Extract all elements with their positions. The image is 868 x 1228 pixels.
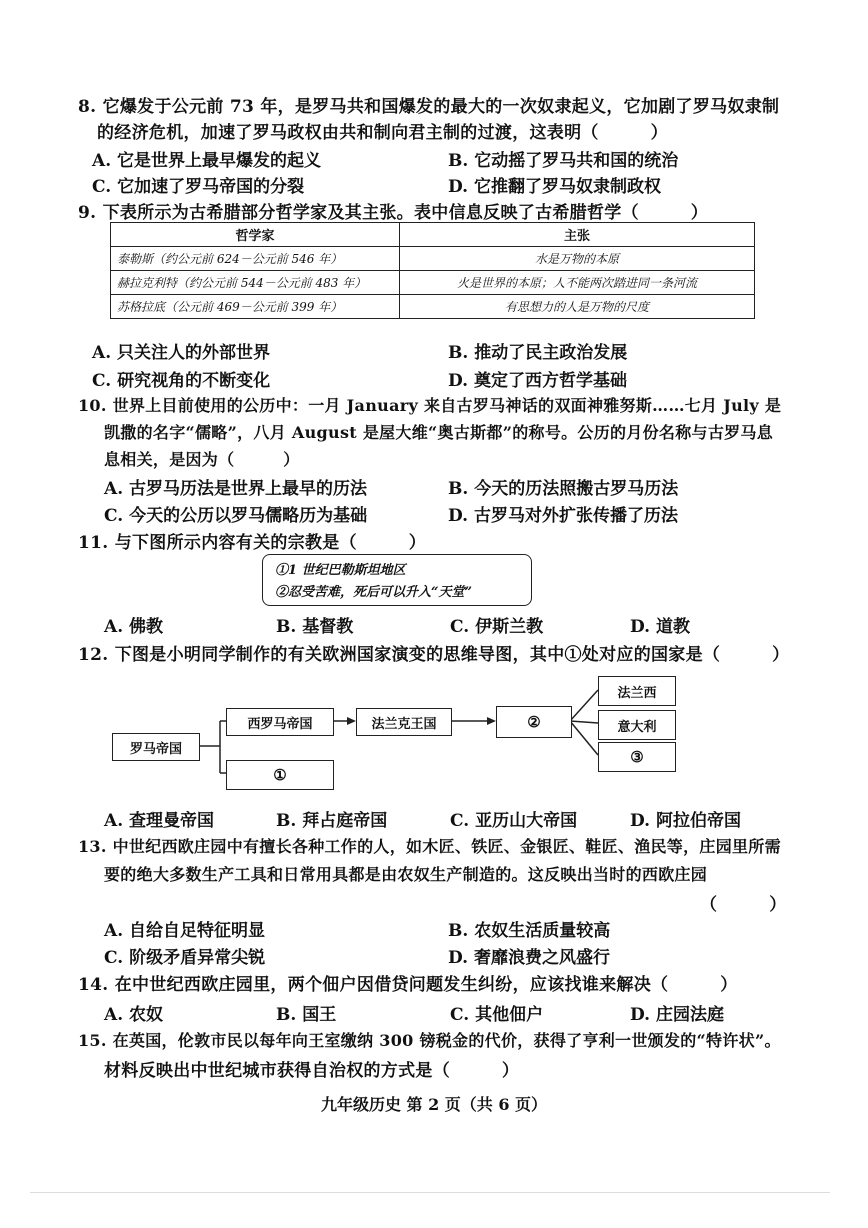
q9-stem: 9. 下表所示为古希腊部分哲学家及其主张。表中信息反映了古希腊哲学（ ） <box>78 203 709 223</box>
q11-option-c: C. 伊斯兰教 <box>450 617 544 637</box>
node-blank-2: ② <box>496 706 572 738</box>
q8-option-b: B. 它动摇了罗马共和国的统治 <box>448 151 679 171</box>
q8-option-d: D. 它推翻了罗马奴隶制政权 <box>448 177 661 197</box>
q11-stem: 11. 与下图所示内容有关的宗教是（ ） <box>78 533 427 553</box>
q13-option-b: B. 农奴生活质量较高 <box>448 921 611 941</box>
q12-option-c: C. 亚历山大帝国 <box>450 811 578 831</box>
table-cell: 泰勒斯（约公元前 624－公元前 546 年） <box>111 247 400 271</box>
q10-stem-line3: 息相关，是因为（ ） <box>104 450 300 469</box>
q9-option-a: A. 只关注人的外部世界 <box>92 343 271 363</box>
node-frankish-kingdom: 法兰克王国 <box>356 708 452 736</box>
table-cell: 苏格拉底（公元前 469－公元前 399 年） <box>111 295 400 319</box>
q11-option-d: D. 道教 <box>630 617 690 637</box>
node-roman-empire: 罗马帝国 <box>112 733 200 761</box>
q15-stem-line1: 15. 在英国，伦敦市民以每年向王室缴纳 300 镑税金的代价，获得了亨利一世颁发的“特许状”。 <box>78 1031 781 1050</box>
node-western-roman-empire: 西罗马帝国 <box>226 708 334 736</box>
table-cell: 水是万物的本原 <box>400 247 755 271</box>
q10-stem-line2: 凯撒的名字“儒略”，八月 August 是屋大维“奥古斯都”的称号。公历的月份名称与古罗马息 <box>104 423 774 442</box>
q9-option-d: D. 奠定了西方哲学基础 <box>448 371 627 391</box>
q13-stem-line1: 13. 中世纪西欧庄园中有擅长各种工作的人，如木匠、铁匠、金银匠、鞋匠、渔民等，庄园里所需 <box>78 837 781 856</box>
q13-answer-paren: （ ） <box>700 895 787 915</box>
q13-option-c: C. 阶级矛盾异常尖锐 <box>104 948 266 968</box>
node-italy: 意大利 <box>598 710 676 740</box>
q12-option-b: B. 拜占庭帝国 <box>276 811 388 831</box>
q14-option-d: D. 庄园法庭 <box>630 1005 724 1025</box>
node-france: 法兰西 <box>598 676 676 706</box>
q12-option-a: A. 查理曼帝国 <box>104 811 215 831</box>
table-header-claim: 主张 <box>400 223 755 247</box>
q14-stem: 14. 在中世纪西欧庄园里，两个佃户因借贷问题发生纠纷，应该找谁来解决（ ） <box>78 975 738 995</box>
q9-option-c: C. 研究视角的不断变化 <box>92 371 271 391</box>
table-cell: 有思想力的人是万物的尺度 <box>400 295 755 319</box>
q14-option-b: B. 国王 <box>276 1005 337 1025</box>
q10-option-c: C. 今天的公历以罗马儒略历为基础 <box>104 506 368 526</box>
q13-option-a: A. 自给自足特征明显 <box>104 921 266 941</box>
clue-1: ①1 世纪巴勒斯坦地区 <box>275 563 406 578</box>
table-header-philosopher: 哲学家 <box>111 223 400 247</box>
q9-option-b: B. 推动了民主政治发展 <box>448 343 628 363</box>
q15-stem-line2: 材料反映出中世纪城市获得自治权的方式是（ ） <box>104 1061 520 1081</box>
node-blank-1: ① <box>226 760 334 790</box>
q10-option-a: A. 古罗马历法是世界上最早的历法 <box>104 479 368 499</box>
table-cell: 火是世界的本原；人不能两次踏进同一条河流 <box>400 271 755 295</box>
q8-stem-line1: 8. 它爆发于公元前 73 年，是罗马共和国爆发的最大的一次奴隶起义，它加剧了罗马奴隶制 <box>78 97 780 117</box>
q12-stem: 12. 下图是小明同学制作的有关欧洲国家演变的思维导图，其中①处对应的国家是（ ） <box>78 645 790 665</box>
table-cell: 赫拉克利特（约公元前 544－公元前 483 年） <box>111 271 400 295</box>
clue-2: ②忍受苦难，死后可以升入“天堂” <box>275 585 472 600</box>
q10-option-b: B. 今天的历法照搬古罗马历法 <box>448 479 679 499</box>
q8-stem-line2: 的经济危机，加速了罗马政权由共和制向君主制的过渡，这表明（ ） <box>97 123 668 143</box>
q13-option-d: D. 奢靡浪费之风盛行 <box>448 948 610 968</box>
q11-option-a: A. 佛教 <box>104 617 164 637</box>
page-footer: 九年级历史 第 2 页（共 6 页） <box>320 1095 548 1114</box>
q13-stem-line2: 要的绝大多数生产工具和日常用具都是由农奴生产制造的。这反映出当时的西欧庄园 <box>104 865 708 884</box>
q14-option-c: C. 其他佃户 <box>450 1005 544 1025</box>
q12-option-d: D. 阿拉伯帝国 <box>630 811 741 831</box>
q8-option-a: A. 它是世界上最早爆发的起义 <box>92 151 322 171</box>
q8-option-c: C. 它加速了罗马帝国的分裂 <box>92 177 305 197</box>
q10-option-d: D. 古罗马对外扩张传播了历法 <box>448 506 678 526</box>
page-bottom-divider <box>30 1192 830 1193</box>
node-blank-3: ③ <box>598 742 676 772</box>
q10-stem-line1: 10. 世界上目前使用的公历中：一月 January 来自古罗马神话的双面神雅努斯……七月 July 是 <box>78 396 782 415</box>
q11-option-b: B. 基督教 <box>276 617 354 637</box>
q14-option-a: A. 农奴 <box>104 1005 164 1025</box>
